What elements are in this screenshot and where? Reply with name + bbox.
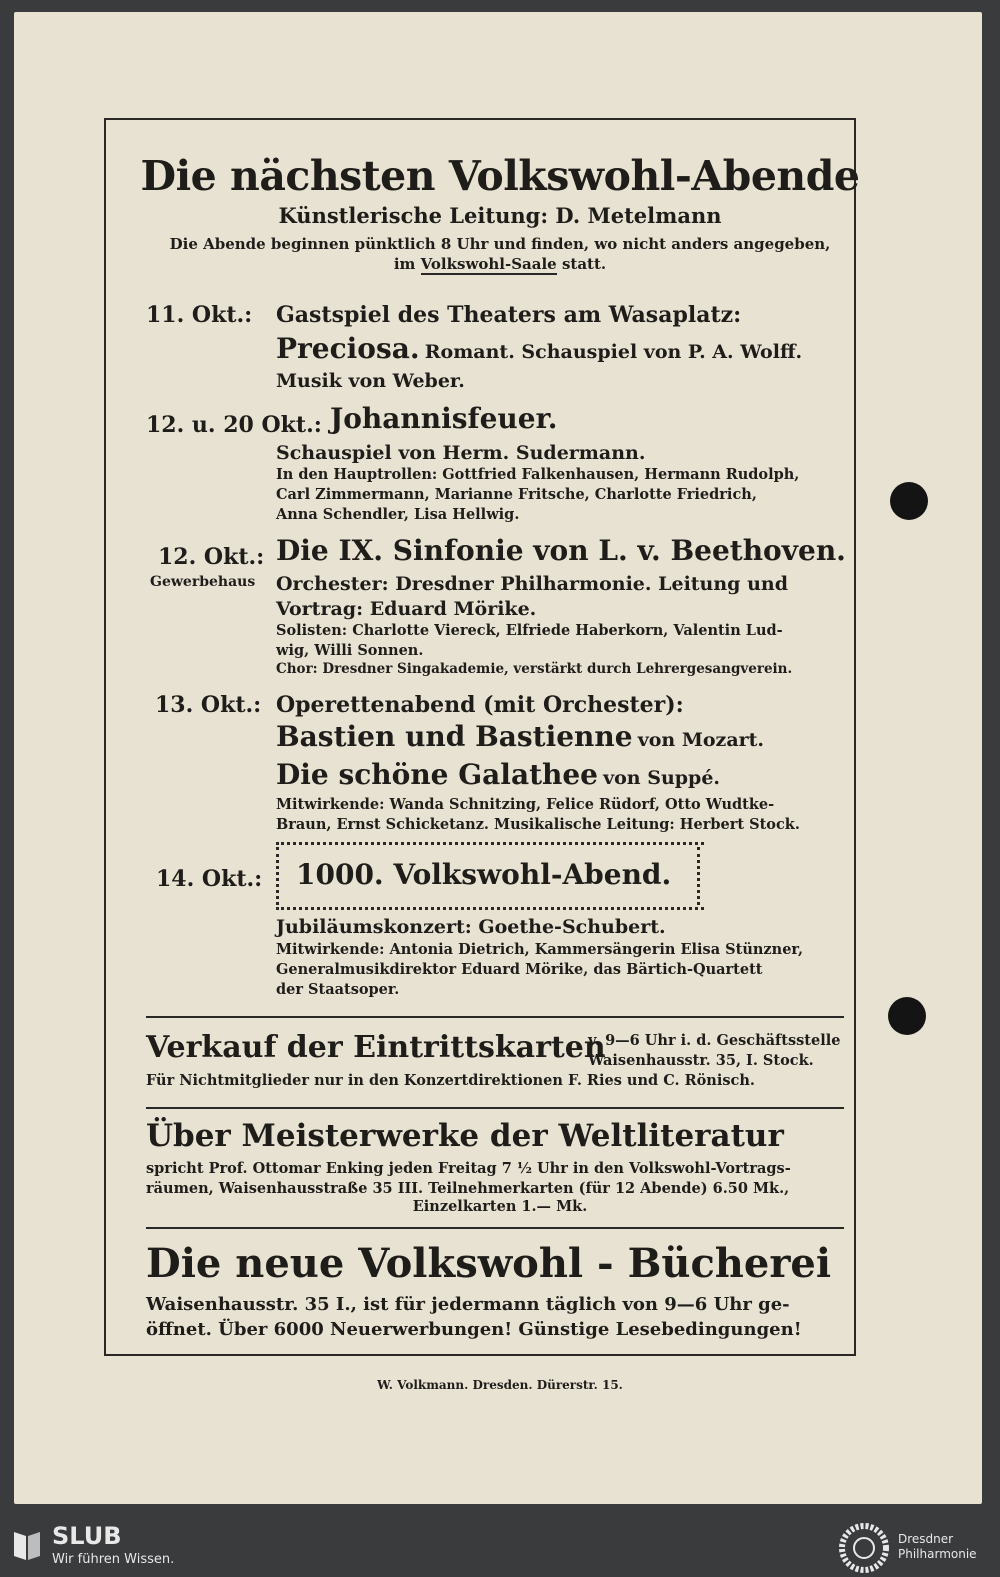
event-date: 12. u. 20 Okt.: [146,412,322,438]
schedule-note-2: im Volkswohl-Saale statt. [393,255,607,273]
event-line: Musik von Weber. [276,370,465,392]
event-title: Die IX. Sinfonie von L. v. Beethoven. [276,534,846,567]
event-venue: Gewerbehaus [150,574,256,590]
event-line: Jubiläumskonzert: Goethe-Schubert. [276,916,666,938]
event-date: 13. Okt.: [155,692,262,718]
poster-title: Die nächsten Volkswohl-Abende [140,152,860,200]
lectures-heading: Über Meisterwerke der Weltliteratur [146,1118,784,1154]
event-line: wig, Willi Sonnen. [276,642,424,659]
event-line: Generalmusikdirektor Eduard Mörike, das Bärtich-Quartett [276,961,763,978]
printer-imprint: W. Volkmann. Dresden. Dürerstr. 15. [377,1378,623,1392]
tickets-address: Waisenhausstr. 35, I. Stock. [588,1052,814,1069]
library-line: Waisenhausstr. 35 I., ist für jedermann täglich von 9—6 Uhr ge- [146,1294,790,1315]
event-date: 14. Okt.: [156,866,263,892]
slub-logo-icon [12,1528,42,1562]
event-line: Orchester: Dresdner Philharmonie. Leitung und [276,573,788,595]
library-heading: Die neue Volkswohl - Bücherei [146,1240,832,1287]
event-line: Carl Zimmermann, Marianne Fritsche, Charlotte Friedrich, [276,486,757,503]
lectures-line: spricht Prof. Ottomar Enking jeden Freitag 7 ½ Uhr in den Volkswohl-Vortrags- [146,1160,791,1177]
event-line: Chor: Dresdner Singakademie, verstärkt durch Lehrergesangverein. [276,661,793,677]
event-title: Bastien und Bastienne von Mozart. [276,720,765,753]
event-line: Mitwirkende: Wanda Schnitzing, Felice Rüdorf, Otto Wudtke- [276,796,775,813]
tickets-hours: v. 9—6 Uhr i. d. Geschäftsstelle [588,1032,841,1049]
event-line: Solisten: Charlotte Viereck, Elfriede Haberkorn, Valentin Lud- [276,622,783,639]
footer-bar [0,1518,1000,1577]
library-line: öffnet. Über 6000 Neuerwerbungen! Günstige Lesebedingungen! [146,1319,802,1340]
divider [146,1227,844,1229]
schedule-note: Die Abende beginnen pünktlich 8 Uhr und finden, wo nicht anders angegeben, [169,235,831,253]
lectures-line: Einzelkarten 1.— Mk. [412,1198,588,1215]
punch-hole [890,482,928,520]
partner-name-1[interactable]: Dresdner [898,1532,954,1546]
event-date: 11. Okt.: [146,302,253,328]
event-line: In den Hauptrollen: Gottfried Falkenhausen, Hermann Rudolph, [276,466,800,483]
partner-name-2[interactable]: Philharmonie [898,1547,977,1561]
poster-subtitle: Künstlerische Leitung: D. Metelmann [278,203,722,228]
event-line: Mitwirkende: Antonia Dietrich, Kammersängerin Elisa Stünzner, [276,941,804,958]
event-title: 1000. Volkswohl-Abend. [296,858,672,891]
event-line: Braun, Ernst Schicketanz. Musikalische Leitung: Herbert Stock. [276,816,800,833]
tickets-note: Für Nichtmitglieder nur in den Konzertdirektionen F. Ries und C. Rönisch. [146,1072,755,1089]
event-line: Vortrag: Eduard Mörike. [276,598,537,620]
divider [146,1016,844,1018]
divider [146,1107,844,1109]
slub-brand[interactable]: SLUB [52,1522,122,1550]
philharmonie-logo-icon [838,1522,890,1574]
event-line: Schauspiel von Herm. Sudermann. [276,442,646,464]
slub-tagline: Wir führen Wissen. [52,1552,175,1567]
tickets-heading: Verkauf der Eintrittskarten [146,1030,606,1065]
punch-hole [888,997,926,1035]
event-date: 12. Okt.: [158,544,265,570]
event-title: Die schöne Galathee von Suppé. [276,758,721,791]
event-line: Gastspiel des Theaters am Wasaplatz: [276,302,742,328]
event-title: Preciosa. Romant. Schauspiel von P. A. Wolff. [276,332,803,365]
event-line: der Staatsoper. [276,981,400,998]
event-line: Anna Schendler, Lisa Hellwig. [276,506,520,523]
event-line: Operettenabend (mit Orchester): [276,692,684,718]
lectures-line: räumen, Waisenhausstraße 35 III. Teilnehmerkarten (für 12 Abende) 6.50 Mk., [146,1180,790,1197]
event-title: Johannisfeuer. [330,402,558,435]
